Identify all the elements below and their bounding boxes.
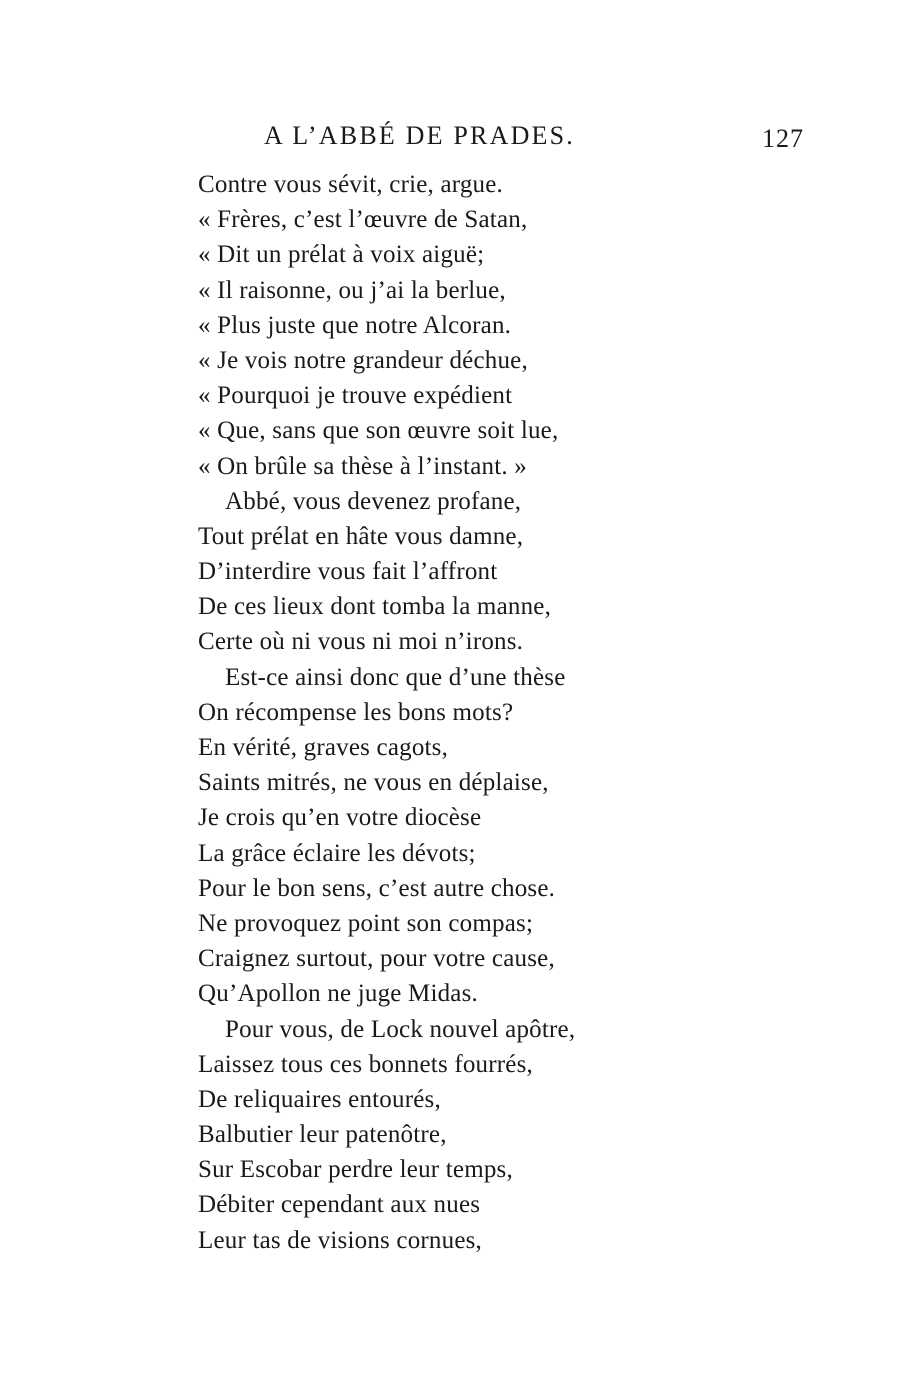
- verse-line: Balbutier leur patenôtre,: [198, 1121, 447, 1149]
- verse-line: Laissez tous ces bonnets fourrés,: [198, 1050, 533, 1078]
- verse-line: « Pourquoi je trouve expédient: [198, 382, 513, 410]
- verse-line: Leur tas de visions cornues,: [198, 1226, 483, 1254]
- verse-line: Sur Escobar perdre leur temps,: [198, 1156, 513, 1184]
- verse-line: Saints mitrés, ne vous en déplaise,: [198, 769, 549, 797]
- verse-line: Ne provoquez point son compas;: [198, 909, 534, 937]
- verse-line: Je crois qu’en votre diocèse: [198, 804, 482, 832]
- verse-line: Est-ce ainsi donc que d’une thèse: [225, 663, 566, 691]
- verse-line: Qu’Apollon ne juge Midas.: [198, 980, 478, 1008]
- page-number: 127: [762, 124, 804, 153]
- verse-line: Abbé, vous devenez profane,: [225, 487, 522, 515]
- verse-line: De reliquaires entourés,: [198, 1085, 441, 1113]
- verse-line: Pour le bon sens, c’est autre chose.: [198, 874, 556, 902]
- verse-line: « Dit un prélat à voix aiguë;: [198, 241, 485, 269]
- verse-line: « Frères, c’est l’œuvre de Satan,: [198, 206, 528, 234]
- verse-line: En vérité, graves cagots,: [198, 734, 449, 761]
- running-head: [0, 118, 900, 158]
- poem-text: [198, 167, 718, 1258]
- verse-line: « Il raisonne, ou j’ai la berlue,: [198, 276, 506, 304]
- verse-line: Contre vous sévit, crie, argue.: [198, 171, 503, 198]
- verse-line: Certe où ni vous ni moi n’irons.: [198, 628, 524, 656]
- verse-line: Craignez surtout, pour votre cause,: [198, 945, 555, 973]
- verse-line: On récompense les bons mots?: [198, 698, 514, 726]
- running-title: A L’ABBÉ DE PRADES.: [264, 121, 575, 150]
- verse-line: Débiter cependant aux nues: [198, 1191, 481, 1219]
- verse-line: La grâce éclaire les dévots;: [198, 839, 476, 867]
- verse-line: Tout prélat en hâte vous damne,: [198, 522, 524, 550]
- verse-line: D’interdire vous fait l’affront: [198, 558, 498, 586]
- verse-line: « Plus juste que notre Alcoran.: [198, 311, 512, 339]
- verse-line: Pour vous, de Lock nouvel apôtre,: [225, 1015, 576, 1043]
- verse-line: « Je vois notre grandeur déchue,: [198, 346, 528, 374]
- verse-line: « Que, sans que son œuvre soit lue,: [198, 417, 559, 445]
- verse-line: De ces lieux dont tomba la manne,: [198, 593, 552, 621]
- verse-line: « On brûle sa thèse à l’instant. »: [198, 452, 527, 480]
